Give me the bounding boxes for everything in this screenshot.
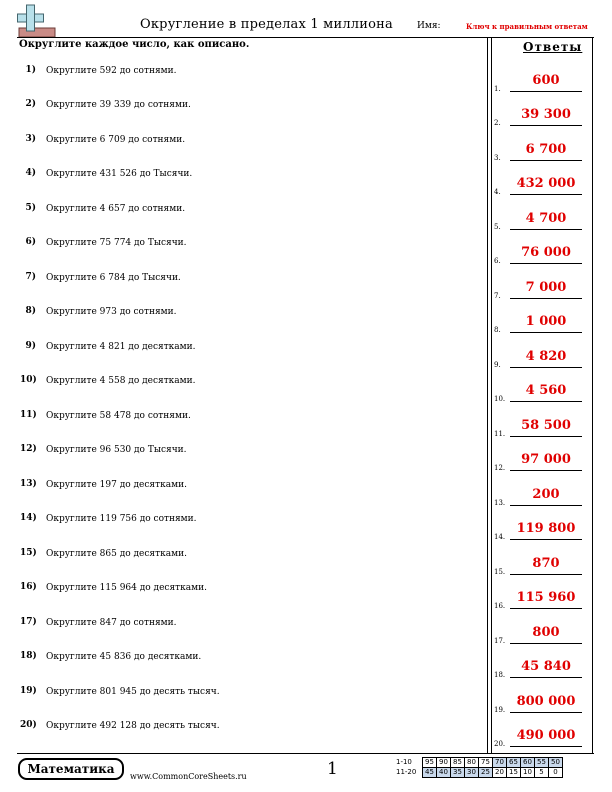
- question-text: Округлите 592 до сотнями.: [46, 66, 177, 76]
- answer-line: [510, 91, 582, 92]
- question-item: [20, 99, 480, 119]
- answer-line: [510, 263, 582, 264]
- score-cell: 70: [493, 758, 507, 768]
- answer-line: [510, 677, 582, 678]
- question-number: 9): [25, 341, 36, 351]
- question-item: [20, 272, 480, 292]
- answer-item: [494, 383, 590, 407]
- score-cell: 35: [451, 768, 465, 778]
- question-item: [20, 720, 480, 740]
- answer-number: 3.: [494, 154, 501, 162]
- answer-value: 600: [532, 73, 560, 88]
- question-item: [20, 237, 480, 257]
- brand-badge: Математика: [18, 758, 124, 780]
- answer-number: 7.: [494, 292, 501, 300]
- question-text: Округлите 58 478 до сотнями.: [46, 411, 191, 421]
- question-text: Округлите 75 774 до Тысячи.: [46, 238, 187, 248]
- question-number: 13): [20, 479, 37, 489]
- score-cell: 75: [479, 758, 493, 768]
- question-text: Округлите 96 530 до Тысячи.: [46, 445, 187, 455]
- answer-number: 11.: [494, 430, 506, 438]
- question-text: Округлите 4 657 до сотнями.: [46, 204, 186, 214]
- answer-number: 17.: [494, 637, 506, 645]
- answer-value: 97 000: [521, 452, 571, 467]
- score-cell: 55: [535, 758, 549, 768]
- answer-line: [510, 229, 582, 230]
- score-cell: 85: [451, 758, 465, 768]
- question-item: [20, 548, 480, 568]
- question-text: Округлите 492 128 до десять тысяч.: [46, 721, 220, 731]
- answers-title: Ответы: [523, 40, 583, 54]
- question-text: Округлите 973 до сотнями.: [46, 307, 177, 317]
- page-number: 1: [327, 759, 338, 779]
- question-text: Округлите 6 709 до сотнями.: [46, 135, 186, 145]
- score-cell: 15: [507, 768, 521, 778]
- score-cell: 90: [437, 758, 451, 768]
- question-item: [20, 686, 480, 706]
- question-text: Округлите 45 836 до десятками.: [46, 652, 202, 662]
- answer-line: [510, 608, 582, 609]
- question-text: Округлите 115 964 до десятками.: [46, 583, 207, 593]
- answer-value: 45 840: [521, 659, 571, 674]
- question-number: 6): [25, 237, 36, 247]
- answer-value: 6 700: [525, 142, 567, 157]
- answer-line: [510, 470, 582, 471]
- question-number: 15): [20, 548, 37, 558]
- answer-item: [494, 107, 590, 131]
- answer-item: [494, 487, 590, 511]
- question-item: [20, 582, 480, 602]
- question-number: 11): [20, 410, 37, 420]
- score-table: [396, 757, 563, 778]
- answer-number: 1.: [494, 85, 501, 93]
- answer-value: 4 820: [525, 349, 567, 364]
- question-text: Округлите 39 339 до сотнями.: [46, 100, 191, 110]
- question-text: Округлите 119 756 до сотнями.: [46, 514, 197, 524]
- answer-item: [494, 73, 590, 97]
- question-item: [20, 513, 480, 533]
- question-item: [20, 444, 480, 464]
- score-cell: 0: [549, 768, 563, 778]
- answer-line: [510, 643, 582, 644]
- answer-number: 18.: [494, 671, 506, 679]
- score-cell: 65: [507, 758, 521, 768]
- answer-item: [494, 142, 590, 166]
- score-cell: 30: [465, 768, 479, 778]
- question-item: [20, 168, 480, 188]
- question-text: Округлите 4 558 до десятками.: [46, 376, 196, 386]
- answer-item: [494, 280, 590, 304]
- answer-number: 12.: [494, 464, 506, 472]
- answer-number: 6.: [494, 257, 501, 265]
- question-number: 5): [25, 203, 36, 213]
- answer-item: [494, 452, 590, 476]
- answer-line: [510, 160, 582, 161]
- answer-number: 16.: [494, 602, 506, 610]
- answer-number: 2.: [494, 119, 501, 127]
- question-item: [20, 65, 480, 85]
- answer-value: 200: [532, 487, 560, 502]
- score-row: [396, 758, 563, 768]
- answer-item: [494, 521, 590, 545]
- question-item: [20, 203, 480, 223]
- page-title: Округление в пределах 1 миллиона: [140, 17, 393, 32]
- answer-number: 14.: [494, 533, 506, 541]
- answer-value: 870: [532, 556, 560, 571]
- score-cell: 5: [535, 768, 549, 778]
- answer-line: [510, 194, 582, 195]
- question-number: 3): [25, 134, 36, 144]
- answer-item: [494, 176, 590, 200]
- answer-number: 20.: [494, 740, 506, 748]
- score-cell: 50: [549, 758, 563, 768]
- score-cell: 10: [521, 768, 535, 778]
- question-number: 20): [20, 720, 37, 730]
- question-item: [20, 479, 480, 499]
- score-cell: 40: [437, 768, 451, 778]
- question-number: 18): [20, 651, 37, 661]
- question-text: Округлите 865 до десятками.: [46, 549, 187, 559]
- answers-column-divider: [491, 37, 492, 753]
- score-cell: 25: [479, 768, 493, 778]
- answer-item: [494, 659, 590, 683]
- answer-number: 10.: [494, 395, 506, 403]
- answer-value: 800: [532, 625, 560, 640]
- question-item: [20, 410, 480, 430]
- question-item: [20, 375, 480, 395]
- question-number: 1): [25, 65, 36, 75]
- question-text: Округлите 431 526 до Тысячи.: [46, 169, 193, 179]
- question-number: 8): [25, 306, 36, 316]
- question-text: Округлите 4 821 до десятками.: [46, 342, 196, 352]
- question-number: 16): [20, 582, 37, 592]
- answer-value: 39 300: [521, 107, 571, 122]
- answer-item: [494, 728, 590, 752]
- question-item: [20, 651, 480, 671]
- score-cell: 20: [493, 768, 507, 778]
- answer-line: [510, 712, 582, 713]
- question-text: Округлите 6 784 до Тысячи.: [46, 273, 181, 283]
- answer-line: [510, 367, 582, 368]
- answer-item: [494, 590, 590, 614]
- answer-value: 115 960: [516, 590, 576, 605]
- question-number: 19): [20, 686, 37, 696]
- score-cell: 80: [465, 758, 479, 768]
- answer-line: [510, 746, 582, 747]
- question-item: [20, 306, 480, 326]
- score-cell: 95: [423, 758, 437, 768]
- score-row-label: 11-20: [396, 768, 417, 776]
- score-cell: 45: [423, 768, 437, 778]
- answer-item: [494, 556, 590, 580]
- answer-line: [510, 505, 582, 506]
- answer-value: 58 500: [521, 418, 571, 433]
- question-item: [20, 134, 480, 154]
- question-number: 10): [20, 375, 37, 385]
- question-item: [20, 341, 480, 361]
- answer-line: [510, 539, 582, 540]
- answer-number: 5.: [494, 223, 501, 231]
- answer-number: 4.: [494, 188, 501, 196]
- name-label: Имя:: [417, 21, 441, 31]
- answer-line: [510, 298, 582, 299]
- question-text: Округлите 847 до сотнями.: [46, 618, 177, 628]
- answer-item: [494, 211, 590, 235]
- answer-value: 76 000: [521, 245, 571, 260]
- answer-key-label: Ключ к правильным ответам: [466, 22, 588, 31]
- answer-value: 4 560: [525, 383, 567, 398]
- answer-line: [510, 332, 582, 333]
- answer-item: [494, 314, 590, 338]
- score-row: [396, 768, 563, 778]
- answer-line: [510, 125, 582, 126]
- question-number: 17): [20, 617, 37, 627]
- answer-line: [510, 401, 582, 402]
- question-number: 4): [25, 168, 36, 178]
- answer-number: 13.: [494, 499, 506, 507]
- answer-value: 490 000: [516, 728, 576, 743]
- answer-item: [494, 418, 590, 442]
- answer-item: [494, 625, 590, 649]
- instruction-text: Округлите каждое число, как описано.: [19, 39, 250, 50]
- question-item: [20, 617, 480, 637]
- answer-value: 800 000: [516, 694, 576, 709]
- question-number: 14): [20, 513, 37, 523]
- answer-item: [494, 245, 590, 269]
- answer-number: 19.: [494, 706, 506, 714]
- answer-value: 1 000: [525, 314, 567, 329]
- question-number: 7): [25, 272, 36, 282]
- answer-value: 7 000: [525, 280, 567, 295]
- footer-rule: [17, 753, 594, 754]
- answer-number: 8.: [494, 326, 501, 334]
- score-cell: 60: [521, 758, 535, 768]
- site-url: www.CommonCoreSheets.ru: [130, 772, 247, 781]
- answer-number: 9.: [494, 361, 501, 369]
- answer-item: [494, 349, 590, 373]
- question-text: Округлите 801 945 до десять тысяч.: [46, 687, 220, 697]
- answer-value: 4 700: [525, 211, 567, 226]
- answer-line: [510, 574, 582, 575]
- question-number: 12): [20, 444, 37, 454]
- answer-value: 432 000: [516, 176, 576, 191]
- question-text: Округлите 197 до десятками.: [46, 480, 187, 490]
- answer-item: [494, 694, 590, 718]
- answer-value: 119 800: [516, 521, 576, 536]
- score-row-label: 1-10: [396, 758, 412, 766]
- plus-minus-logo-icon: [17, 4, 57, 38]
- question-number: 2): [25, 99, 36, 109]
- answer-line: [510, 436, 582, 437]
- answer-number: 15.: [494, 568, 506, 576]
